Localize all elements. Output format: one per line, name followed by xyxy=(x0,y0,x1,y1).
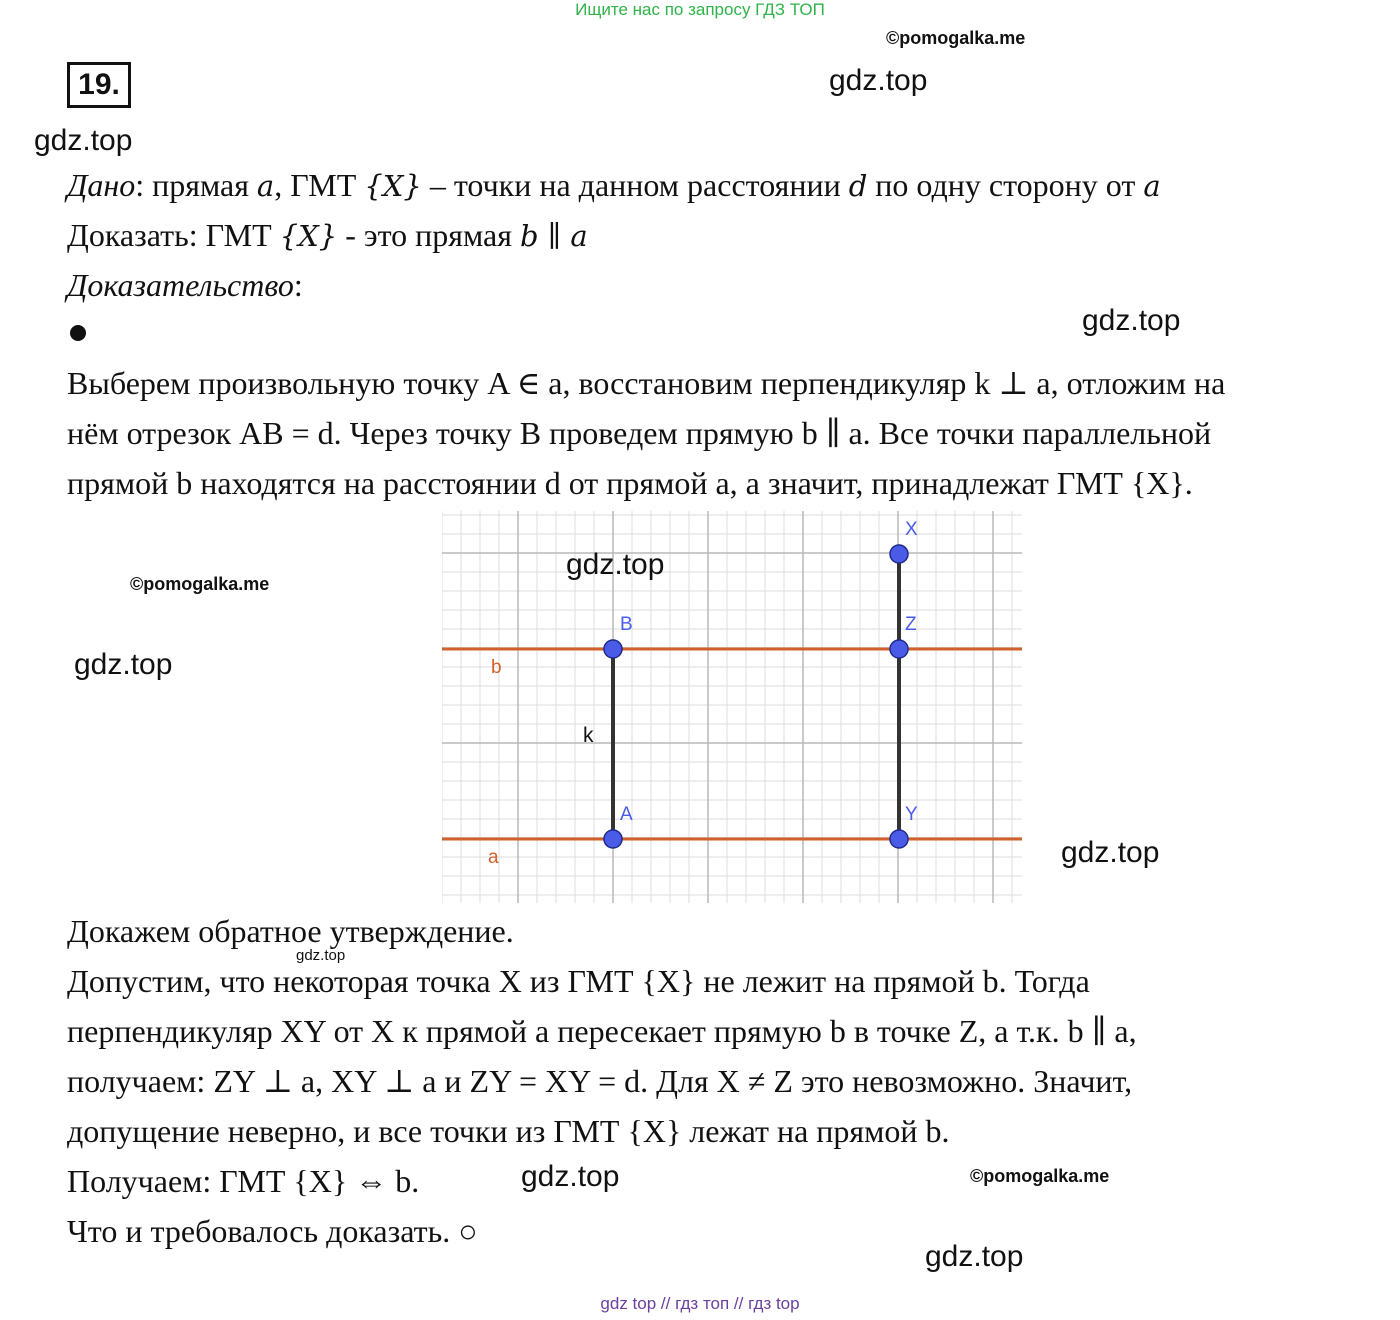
point-b xyxy=(604,640,622,658)
copyright-bottom: ©pomogalka.me xyxy=(970,1166,1110,1186)
footer-links: gdz top // гдз топ // гдз top xyxy=(600,1294,800,1313)
proof-label: Доказательство xyxy=(67,267,294,303)
proof-label-line: Доказательство: xyxy=(67,267,303,303)
watermark-6: gdz.top xyxy=(566,548,665,581)
paragraph-1-line-3: прямой b находятся на расстоянии d от прямой a, а значит, принадлежат ГМТ {X}. xyxy=(67,465,1193,501)
paragraph-1-line-1: Выберем произвольную точку A ∈ a, восстановим перпендикуляр k ⊥ a, отложим на xyxy=(67,365,1226,401)
paragraph-2-line-3: перпендикуляр XY от X к прямой a пересекает прямую b в точке Z, а т.к. b ∥ a, xyxy=(67,1013,1137,1049)
paragraph-2-line-4: получаем: ZY ⊥ a, XY ⊥ a и ZY = XY = d. Для X ≠ Z это невозможно. Значит, xyxy=(67,1063,1133,1099)
geometry-figure xyxy=(442,511,1022,903)
paragraph-2-line-1: Докажем обратное утверждение. xyxy=(67,913,514,949)
paragraph-2-line-7: Что и требовалось доказать. ○ xyxy=(67,1213,478,1249)
watermark-7: gdz.top xyxy=(521,1160,620,1193)
label-z: Z xyxy=(905,614,917,635)
watermark-1: gdz.top xyxy=(829,64,928,97)
paragraph-2-line-2: Допустим, что некоторая точка X из ГМТ {X} не лежит на прямой b. Тогда xyxy=(67,963,1090,999)
copyright-mid: ©pomogalka.me xyxy=(130,574,270,594)
paragraph-2-line-5: допущение неверно, и все точки из ГМТ {X} лежат на прямой b. xyxy=(67,1113,950,1149)
label-a: A xyxy=(620,804,633,825)
point-y xyxy=(890,830,908,848)
label-line-b: b xyxy=(491,657,502,678)
watermark-4: gdz.top xyxy=(74,648,173,681)
label-b: B xyxy=(620,614,633,635)
point-a xyxy=(604,830,622,848)
watermark-2: gdz.top xyxy=(34,124,133,157)
watermark-small: gdz.top xyxy=(296,947,346,964)
search-banner: Ищите нас по запросу ГДЗ ТОП xyxy=(575,0,825,19)
point-x xyxy=(890,545,908,563)
paragraph-2-line-6: Получаем: ГМТ {X} ⇔ b. xyxy=(67,1163,420,1199)
copyright-top: ©pomogalka.me xyxy=(886,28,1026,48)
watermark-8: gdz.top xyxy=(925,1240,1024,1273)
bullet-icon xyxy=(70,325,86,341)
problem-number: 19. xyxy=(67,62,131,108)
label-x: X xyxy=(905,519,918,540)
given-line: Дано: прямая a, ГМТ {X} – точки на данном расстоянии d по одну сторону от a xyxy=(67,167,1161,203)
label-line-a: a xyxy=(488,847,499,868)
given-label: Дано xyxy=(67,167,136,203)
grid xyxy=(442,511,1022,903)
point-z xyxy=(890,640,908,658)
label-y: Y xyxy=(905,804,918,825)
prove-line: Доказать: ГМТ {X} - это прямая b ∥ a xyxy=(67,217,588,253)
label-segment-k: k xyxy=(583,724,594,747)
watermark-3: gdz.top xyxy=(1082,304,1181,337)
paragraph-1-line-2: нём отрезок AB = d. Через точку B проведем прямую b ∥ a. Все точки параллельной xyxy=(67,415,1212,451)
watermark-5: gdz.top xyxy=(1061,836,1160,869)
